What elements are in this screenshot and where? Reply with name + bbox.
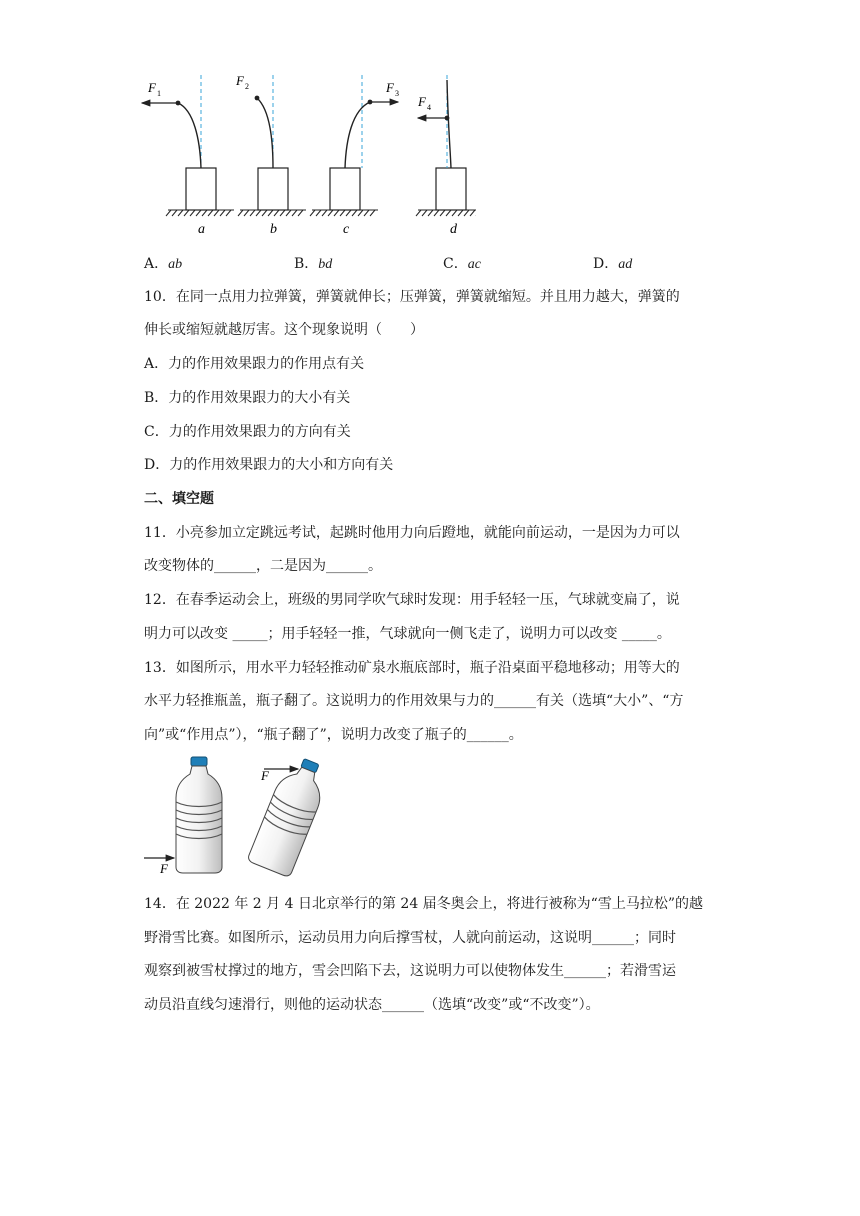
springs-figure — [136, 70, 476, 240]
bottle-tilted — [247, 753, 333, 877]
q10-stem-line1: 10．在同一点用力拉弹簧，弹簧就伸长；压弹簧，弹簧就缩短。并且用力越大，弹簧的 — [144, 289, 680, 305]
q13-line3: 向”或“作用点”），“瓶子翻了”，说明力改变了瓶子的______。 — [144, 727, 523, 743]
q9-option-c: C．ac — [443, 256, 481, 272]
q9-option-b: B．bd — [294, 256, 333, 272]
q10-option-b: B．力的作用效果跟力的大小有关 — [144, 390, 351, 406]
svg-text:4: 4 — [427, 103, 431, 112]
q9-option-d: D．ad — [593, 256, 633, 272]
q10-stem-line2: 伸长或缩短就越厉害。这个现象说明（ ） — [144, 322, 424, 338]
force-f3-label: F — [386, 80, 394, 95]
force-f2-label: F — [236, 73, 244, 88]
force-f4-label: F — [418, 94, 426, 109]
svg-text:3: 3 — [395, 89, 399, 98]
q11-line2: 改变物体的______，二是因为______。 — [144, 558, 382, 574]
force-f-bottom-label: F — [160, 861, 168, 876]
bottles-figure — [140, 752, 340, 877]
q11-line1: 11．小亮参加立定跳远考试，起跳时他用力向后蹬地，就能向前运动，一是因为力可以 — [144, 525, 680, 541]
label-b: b — [270, 222, 277, 237]
q9-option-a: A．ab — [144, 256, 183, 272]
q14-line4: 动员沿直线匀速滑行，则他的运动状态______（选填“改变”或“不改变”）。 — [144, 997, 600, 1013]
q10-option-d: D．力的作用效果跟力的大小和方向有关 — [144, 457, 394, 473]
q10-option-a: A．力的作用效果跟力的作用点有关 — [144, 356, 365, 372]
q14-line1: 14．在 2022 年 2 月 4 日北京举行的第 24 届冬奥会上，将进行被称为“雪上马拉松”的越 — [144, 896, 703, 912]
q14-line3: 观察到被雪杖撑过的地方，雪会凹陷下去，这说明力可以使物体发生______；若滑雪运 — [144, 963, 676, 979]
q12-line1: 12．在春季运动会上，班级的男同学吹气球时发现：用手轻轻一压，气球就变扁了，说 — [144, 592, 680, 608]
force-f-top-label: F — [261, 768, 269, 783]
svg-text:1: 1 — [157, 89, 161, 98]
spring-b — [235, 73, 288, 237]
q10-option-c: C．力的作用效果跟力的方向有关 — [144, 424, 351, 440]
section-title-fill-blank: 二、填空题 — [144, 491, 214, 507]
label-a: a — [198, 222, 205, 237]
q13-line2: 水平力轻推瓶盖，瓶子翻了。这说明力的作用效果与力的______有关（选填“大小”、“方 — [144, 693, 684, 709]
spring-c — [330, 75, 399, 237]
label-c: c — [343, 222, 350, 237]
q12-line2: 明力可以改变 _____；用手轻轻一推，气球就向一侧飞走了，说明力可以改变 _____。 — [144, 626, 671, 642]
svg-text:2: 2 — [245, 82, 249, 91]
q13-line1: 13．如图所示，用水平力轻轻推动矿泉水瓶底部时，瓶子沿桌面平稳地移动；用等大的 — [144, 660, 680, 676]
force-f1-label: F — [148, 80, 156, 95]
label-d: d — [450, 222, 457, 237]
q14-line2: 野滑雪比赛。如图所示，运动员用力向后撑雪杖，人就向前运动，这说明______；同时 — [144, 930, 676, 946]
bottle-upright — [144, 757, 222, 876]
